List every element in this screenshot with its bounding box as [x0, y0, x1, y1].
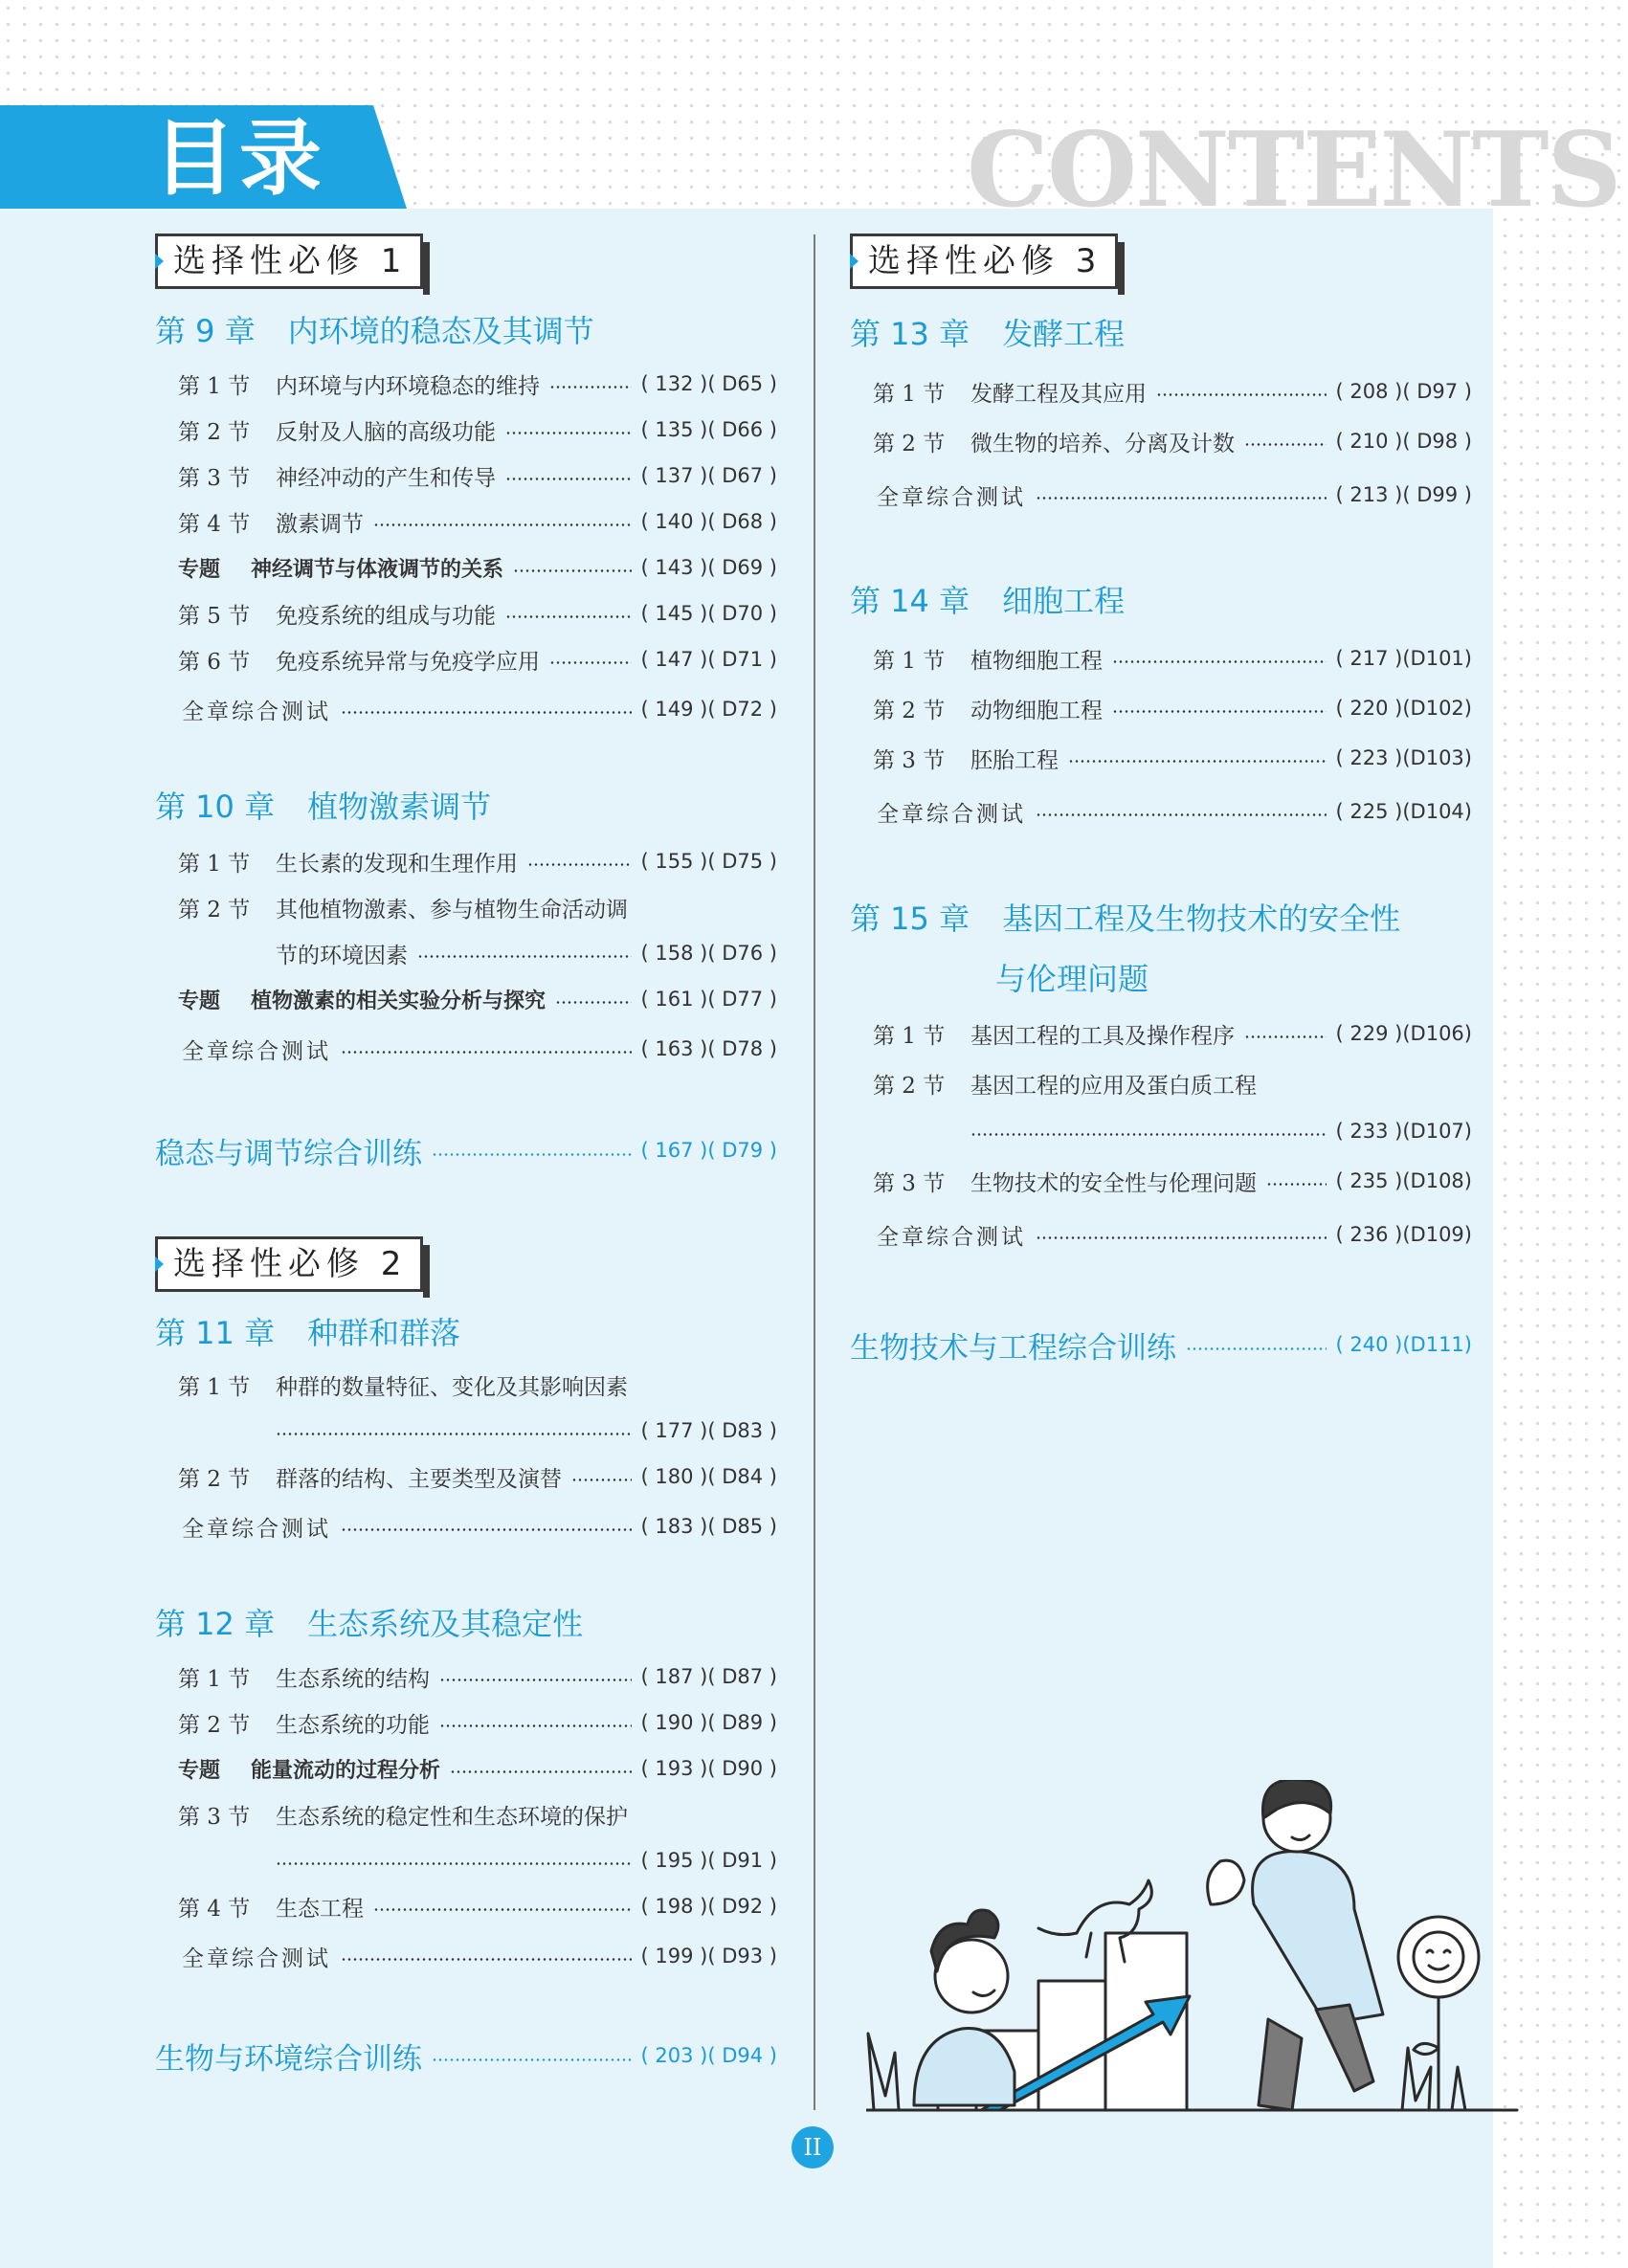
- chapter-number: 第 10 章: [155, 789, 276, 825]
- entry-title: 植物细胞工程: [970, 648, 1103, 674]
- toc-entry-review[interactable]: [178, 1939, 777, 1973]
- page-number: II: [792, 2126, 834, 2168]
- leader-dots: [549, 386, 632, 389]
- entry-pages: ( 190 )( D89 ): [640, 1711, 777, 1734]
- entry-pages: ( 143 )( D69 ): [640, 556, 777, 579]
- toc-entry[interactable]: [178, 1367, 777, 1402]
- entry-label: 第 2 节: [178, 1466, 251, 1492]
- entry-label: 第 2 节: [178, 1712, 251, 1738]
- entry-pages: ( 183 )( D85 ): [640, 1515, 777, 1538]
- chapter-heading[interactable]: [850, 315, 1125, 353]
- summary-pages: ( 167 )( D79 ): [640, 1139, 777, 1162]
- chapter-number: 第 9 章: [155, 313, 256, 349]
- entry-title: 节的环境因素: [276, 943, 408, 968]
- toc-entry[interactable]: [873, 424, 1472, 458]
- entry-pages: ( 199 )( D93 ): [640, 1945, 777, 1968]
- toc-entry[interactable]: [178, 412, 777, 447]
- leader-dots: [1036, 497, 1327, 500]
- contents-watermark: CONTENTS: [967, 110, 1620, 231]
- entry-pages: ( 233 )(D107): [1335, 1120, 1472, 1143]
- entry-title: 植物激素的相关实验分析与探究: [251, 989, 546, 1013]
- chapter-name: 生态系统及其稳定性: [307, 1606, 584, 1642]
- leader-dots: [1266, 1183, 1327, 1186]
- chapter-heading[interactable]: [850, 900, 1400, 938]
- toc-entry[interactable]: [178, 1459, 777, 1494]
- leader-dots: [439, 1724, 632, 1727]
- leader-dots: [1244, 1035, 1327, 1038]
- entry-pages: ( 229 )(D106): [1335, 1022, 1472, 1045]
- part-label: 选择性必修 3: [850, 233, 1118, 289]
- entry-title: 全章综合测试: [182, 699, 331, 724]
- entry-label: 第 2 节: [178, 419, 251, 445]
- leader-dots: [432, 2058, 632, 2061]
- entry-pages: ( 149 )( D72 ): [640, 698, 777, 721]
- entry-label: 第 2 节: [873, 431, 946, 456]
- leader-dots: [439, 1679, 632, 1681]
- entry-pages: ( 195 )( D91 ): [640, 1849, 777, 1872]
- leader-dots: [432, 1153, 632, 1156]
- summary-pages: ( 240 )(D111): [1335, 1333, 1472, 1356]
- entry-title: 生物技术的安全性与伦理问题: [970, 1170, 1257, 1196]
- entry-pages: ( 145 )( D70 ): [640, 602, 777, 625]
- toc-entry[interactable]: [178, 504, 777, 539]
- entry-label: 第 2 节: [873, 698, 946, 723]
- entry-label: 第 1 节: [178, 373, 251, 399]
- leader-dots: [1156, 393, 1327, 396]
- entry-title: 全章综合测试: [182, 1038, 331, 1064]
- entry-pages: ( 235 )(D108): [1335, 1169, 1472, 1192]
- entry-pages: ( 177 )( D83 ): [640, 1419, 777, 1442]
- leader-dots: [1186, 1347, 1327, 1350]
- entry-pages: ( 236 )(D109): [1335, 1223, 1472, 1246]
- chapter-number: 第 11 章: [155, 1315, 276, 1351]
- entry-title: 群落的结构、主要类型及演替: [276, 1466, 562, 1492]
- entry-title: 微生物的培养、分离及计数: [970, 431, 1235, 456]
- entry-pages: ( 137 )( D67 ): [640, 464, 777, 487]
- toc-entry-review[interactable]: [873, 478, 1472, 512]
- entry-title: 全章综合测试: [182, 1516, 331, 1542]
- entry-title: 其他植物激素、参与植物生命活动调: [276, 897, 628, 923]
- chapter-name: 植物激素调节: [307, 789, 492, 825]
- leader-dots: [513, 569, 632, 572]
- leader-dots: [549, 661, 632, 664]
- entry-title: 能量流动的过程分析: [251, 1758, 441, 1783]
- entry-label: 专题: [178, 989, 221, 1013]
- entry-pages: ( 223 )(D103): [1335, 746, 1472, 769]
- leader-dots: [970, 1133, 1327, 1136]
- chapter-name: 种群和群落: [307, 1315, 461, 1351]
- entry-label: 第 3 节: [873, 747, 946, 773]
- chapter-name: 细胞工程: [1002, 583, 1126, 619]
- entry-pages: ( 155 )( D75 ): [640, 850, 777, 873]
- chapter-name-continued: 与伦理问题: [995, 961, 1149, 997]
- toc-entry[interactable]: [178, 596, 777, 631]
- entry-label: 第 3 节: [178, 1804, 251, 1830]
- chapter-heading[interactable]: [850, 582, 1125, 620]
- summary-entry[interactable]: [850, 1323, 1472, 1366]
- leader-dots: [373, 523, 632, 526]
- chapter-heading[interactable]: [155, 312, 594, 350]
- toc-entry[interactable]: [178, 1705, 777, 1740]
- entry-title: 内环境与内环境稳态的维持: [276, 373, 540, 399]
- entry-pages: ( 180 )( D84 ): [640, 1465, 777, 1488]
- entry-label: 第 3 节: [873, 1170, 946, 1196]
- chapter-heading[interactable]: [155, 1314, 460, 1352]
- summary-pages: ( 203 )( D94 ): [640, 2044, 777, 2067]
- entry-title: 神经冲动的产生和传导: [276, 465, 496, 491]
- entry-label: 第 1 节: [873, 1023, 946, 1049]
- toc-entry[interactable]: [873, 741, 1472, 775]
- entry-pages: ( 161 )( D77 ): [640, 988, 777, 1011]
- leader-dots: [1036, 813, 1327, 816]
- toc-entry[interactable]: [873, 641, 1472, 676]
- entry-pages: ( 210 )( D98 ): [1335, 430, 1472, 453]
- entry-pages: ( 132 )( D65 ): [640, 372, 777, 395]
- leader-dots: [341, 1051, 632, 1054]
- toc-entry-continued[interactable]: [276, 1843, 777, 1878]
- leader-dots: [555, 1001, 632, 1004]
- entry-label: 专题: [178, 557, 221, 582]
- chapter-number: 第 13 章: [850, 316, 970, 352]
- toc-entry[interactable]: [178, 367, 777, 401]
- entry-label: 第 2 节: [178, 897, 251, 923]
- toc-entry[interactable]: [873, 691, 1472, 725]
- entry-label: 第 5 节: [178, 603, 251, 629]
- entry-label: 第 1 节: [178, 851, 251, 877]
- entry-title: 生态系统的结构: [276, 1666, 430, 1692]
- toc-entry[interactable]: [873, 1016, 1472, 1051]
- toc-entry[interactable]: [178, 890, 777, 924]
- chapter-number: 第 15 章: [850, 901, 970, 937]
- toc-entry[interactable]: [178, 1889, 777, 1923]
- entry-title: 激素调节: [276, 511, 364, 537]
- entry-title: 反射及人脑的高级功能: [276, 419, 496, 445]
- entry-pages: ( 147 )( D71 ): [640, 648, 777, 671]
- leader-dots: [527, 863, 632, 866]
- entry-title: 全章综合测试: [877, 801, 1026, 827]
- toc-entry[interactable]: [873, 1066, 1472, 1101]
- entry-title: 全章综合测试: [877, 1224, 1026, 1250]
- chapter-name: 基因工程及生物技术的安全性: [1002, 901, 1401, 937]
- entry-label: 第 1 节: [873, 381, 946, 407]
- entry-label: 专题: [178, 1758, 221, 1783]
- chapter-name: 发酵工程: [1002, 316, 1126, 352]
- entry-title: 种群的数量特征、变化及其影响因素: [276, 1374, 628, 1400]
- entry-title: 生态系统的稳定性和生态环境的保护: [276, 1804, 628, 1830]
- entry-pages: ( 208 )( D97 ): [1335, 380, 1472, 403]
- entry-pages: ( 193 )( D90 ): [640, 1757, 777, 1780]
- chapter-number: 第 12 章: [155, 1606, 276, 1642]
- leader-dots: [341, 711, 632, 714]
- entry-pages: ( 198 )( D92 ): [640, 1895, 777, 1918]
- toc-entry[interactable]: [178, 642, 777, 677]
- summary-entry[interactable]: [155, 2035, 777, 2077]
- entry-title: 基因工程的工具及操作程序: [970, 1023, 1235, 1049]
- summary-title: 生物与环境综合训练: [155, 2041, 422, 2077]
- entry-title: 免疫系统异常与免疫学应用: [276, 649, 540, 675]
- people-building-blocks-illustration: [866, 1780, 1536, 2124]
- entry-title: 免疫系统的组成与功能: [276, 603, 496, 629]
- entry-title: 发酵工程及其应用: [970, 381, 1147, 407]
- entry-pages: ( 163 )( D78 ): [640, 1037, 777, 1060]
- entry-label: 第 4 节: [178, 1896, 251, 1922]
- chapter-heading[interactable]: [155, 788, 491, 826]
- chapter-heading[interactable]: [155, 1605, 583, 1643]
- entry-pages: ( 135 )( D66 ): [640, 418, 777, 441]
- entry-pages: ( 220 )(D102): [1335, 697, 1472, 720]
- entry-pages: ( 213 )( D99 ): [1335, 483, 1472, 506]
- toc-entry[interactable]: [178, 1659, 777, 1694]
- entry-pages: ( 225 )(D104): [1335, 800, 1472, 823]
- toc-entry-special[interactable]: [178, 982, 777, 1016]
- entry-title: 神经调节与体液调节的关系: [251, 557, 504, 582]
- entry-title: 基因工程的应用及蛋白质工程: [970, 1073, 1257, 1099]
- toc-entry-special[interactable]: [178, 1751, 777, 1786]
- toc-entry[interactable]: [178, 844, 777, 878]
- leader-dots: [505, 432, 632, 434]
- leader-dots: [276, 1862, 632, 1865]
- entry-pages: ( 187 )( D87 ): [640, 1665, 777, 1688]
- leader-dots: [1068, 760, 1327, 763]
- column-divider: [814, 234, 815, 2110]
- leader-dots: [505, 615, 632, 618]
- entry-label: 第 4 节: [178, 511, 251, 537]
- leader-dots: [373, 1908, 632, 1911]
- toc-entry[interactable]: [873, 374, 1472, 409]
- toc-entry-review[interactable]: [178, 692, 777, 726]
- summary-entry[interactable]: [155, 1129, 777, 1171]
- toc-entry-review[interactable]: [178, 1509, 777, 1544]
- toc-entry[interactable]: [178, 458, 777, 493]
- toc-entry-review[interactable]: [873, 794, 1472, 829]
- entry-label: 第 3 节: [178, 465, 251, 491]
- leader-dots: [1112, 660, 1327, 663]
- entry-label: 第 2 节: [873, 1073, 946, 1099]
- toc-entry[interactable]: [873, 1164, 1472, 1198]
- summary-title: 稳态与调节综合训练: [155, 1136, 422, 1171]
- toc-entry-review[interactable]: [873, 1217, 1472, 1252]
- toc-entry[interactable]: [178, 1797, 777, 1832]
- leader-dots: [450, 1770, 632, 1773]
- chapter-name: 内环境的稳态及其调节: [287, 313, 594, 349]
- entry-title: 全章综合测试: [877, 484, 1026, 510]
- entry-pages: ( 158 )( D76 ): [640, 942, 777, 965]
- toc-entry-continued[interactable]: [178, 936, 777, 970]
- summary-title: 生物技术与工程综合训练: [850, 1330, 1176, 1366]
- part-label: 选择性必修 2: [155, 1236, 423, 1292]
- entry-label: 第 1 节: [178, 1374, 251, 1400]
- entry-title: 生长素的发现和生理作用: [276, 851, 518, 877]
- toc-entry-special[interactable]: [178, 550, 777, 585]
- entry-title: 胚胎工程: [970, 747, 1059, 773]
- entry-pages: ( 217 )(D101): [1335, 647, 1472, 670]
- leader-dots: [1036, 1236, 1327, 1239]
- page-title: 目录: [153, 111, 325, 207]
- leader-dots: [1244, 443, 1327, 446]
- chapter-number: 第 14 章: [850, 583, 970, 619]
- toc-entry-continued[interactable]: [276, 1413, 777, 1448]
- entry-title: 生态系统的功能: [276, 1712, 430, 1738]
- leader-dots: [341, 1528, 632, 1531]
- entry-title: 生态工程: [276, 1896, 364, 1922]
- leader-dots: [1112, 710, 1327, 713]
- entry-label: 第 1 节: [873, 648, 946, 674]
- entry-pages: ( 140 )( D68 ): [640, 510, 777, 533]
- entry-label: 第 6 节: [178, 649, 251, 675]
- leader-dots: [276, 1433, 632, 1435]
- leader-dots: [571, 1479, 632, 1481]
- entry-title: 动物细胞工程: [970, 698, 1103, 723]
- entry-title: 全章综合测试: [182, 1946, 331, 1971]
- toc-entry-continued[interactable]: [970, 1114, 1472, 1148]
- entry-label: 第 1 节: [178, 1666, 251, 1692]
- leader-dots: [341, 1958, 632, 1961]
- leader-dots: [505, 478, 632, 480]
- toc-entry-review[interactable]: [178, 1032, 777, 1066]
- leader-dots: [417, 955, 632, 958]
- part-label: 选择性必修 1: [155, 233, 423, 289]
